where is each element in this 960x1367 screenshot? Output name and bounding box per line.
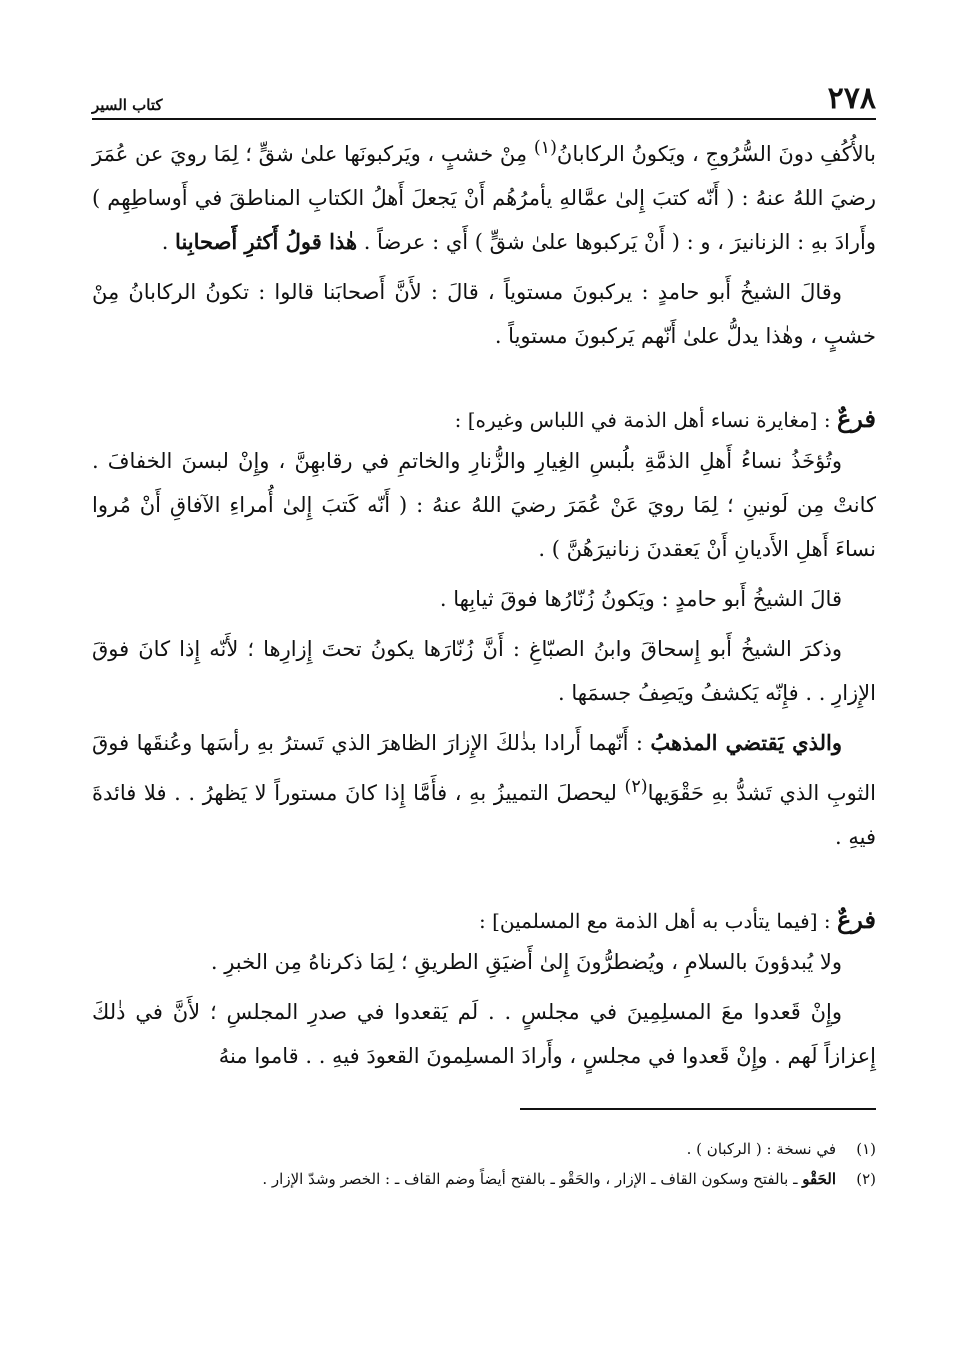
footnote-1-number: (١) bbox=[856, 1140, 876, 1158]
footnote-1-text: في نسخة : ( الركبان ) . bbox=[686, 1140, 836, 1158]
paragraph-7: ولا يُبدؤونَ بالسلامِ ، ويُضطرُّونَ إِلىٰ أَضيَقِ الطريقِ ؛ لِمَا ذكرناهُ مِن الخبرِ . bbox=[210, 950, 842, 974]
section-heading-2-label: فرعٌ bbox=[836, 905, 876, 934]
footnote-ref-1: (١) bbox=[533, 138, 557, 158]
paragraph-1-text: بالأُكُفِ دونَ السُّرُوجِ ، ويَكونُ الركابانُ bbox=[556, 142, 876, 166]
paragraph-1-bold: هٰذا قولُ أَكثرِ أَصحابِنا bbox=[175, 229, 358, 254]
paragraph-6 bbox=[92, 721, 876, 859]
section-heading-1 bbox=[92, 404, 876, 433]
paragraph-6-text: : أَنّهما أَرادا بذٰلكَ الإِزارَ الظاهرَ الذي تَسترُ بهِ رأسَها وعُنقَها فوقَ الثوبِ الذي تَشدُّ بهِ حَقْوَيها bbox=[92, 731, 876, 805]
section-heading-1-label: فرعٌ bbox=[836, 404, 876, 433]
footnote-2-head: الحَقْو bbox=[802, 1170, 836, 1188]
paragraph-5: وذكرَ الشيخُ أَبو إِسحاقَ وابنُ الصبّاغِ : أَنَّ زُنّارَها يكونُ تحتَ إِزارِها ؛ لأَنّه إِذا كانَ فوقَ الإِزارِ . . فإِنّه يَكشفُ ويَصِفُ جسمَها . bbox=[92, 637, 876, 705]
footnote-2-text: ـ بالفتح وسكون القاف ـ الإزار ، والحَقْو ـ بالفتح أيضاً وضم القاف ـ : الخصر وشدّ الإزار . bbox=[262, 1170, 803, 1188]
document-page bbox=[92, 78, 876, 1194]
paragraph-4: قالَ الشيخُ أَبو حامدٍ : ويَكونُ زُنّارُها فوقَ ثيابِها . bbox=[439, 587, 842, 611]
paragraph-6-end: ليحصلَ التمييزُ بهِ ، فأَمَّا إِذا كانَ مستوراً لا يَظهرُ . . فلا فائدةَ فيهِ . bbox=[92, 781, 876, 849]
footnote-separator bbox=[520, 1108, 876, 1110]
footnote-ref-2: (٢) bbox=[624, 777, 648, 797]
footnotes bbox=[92, 1134, 876, 1194]
page-body bbox=[92, 126, 876, 1078]
footnote-2 bbox=[92, 1164, 876, 1194]
footnote-2-body bbox=[92, 1164, 836, 1194]
section-heading-2 bbox=[92, 905, 876, 934]
paragraph-3: وتُؤخَذُ نساءُ أَهلِ الذمَّةِ بلُبسِ الغِيارِ والزُّنارِ والخاتمِ في رقابهِنَّ ، وإِنْ لبسنَ الخفافَ . كانتْ مِن لَونينِ ؛ لِمَا رويَ عَنْ عُمَرَ رضيَ اللهُ عنهُ : ( أَنّه كَتبَ إِلىٰ أُمراءِ الآفاقِ أَنْ مُروا نساءَ أَهلِ الأَديانِ أَنْ يَعقدنَ زنانيرَهُنَّ ) . bbox=[92, 449, 876, 561]
paragraph-1-end: . bbox=[161, 230, 176, 254]
paragraph-6-bold: والذي يَقتضي المذهبُ bbox=[650, 730, 842, 755]
page-header bbox=[92, 78, 876, 120]
running-title: كتاب السير bbox=[92, 96, 163, 114]
section-heading-2-title: : [فيما يتأدب به أهل الذمة مع المسلمين] : bbox=[478, 909, 837, 933]
section-heading-1-title: : [مغايرة نساء أهل الذمة في اللباس وغيره] : bbox=[454, 408, 837, 432]
paragraph-2: وقالَ الشيخُ أَبو حامدٍ : يركبونَ مستوياً ، قالَ : لأَنَّ أَصحابَنا قالوا : تكونُ الركابانُ مِنْ خشبٍ ، وهٰذا يدلُّ علىٰ أَنّهم يَركبونَ مستوياً . bbox=[92, 280, 876, 348]
paragraph-1 bbox=[92, 126, 876, 264]
footnote-2-number: (٢) bbox=[856, 1170, 876, 1188]
page-number: ٢٧٨ bbox=[827, 81, 876, 116]
paragraph-8: وإِنْ قَعدوا معَ المسلِمِينَ في مجلسٍ . . لَم يَقعدوا في صدرِ المجلسِ ؛ لأَنَّ في ذٰلكَ إِعزازاً لَهم . وإِنْ قَعدوا في مجلسٍ ، وأَرادَ المسلِمونَ القعودَ فيهِ . . قاموا منهُ bbox=[92, 1000, 876, 1068]
footnote-1 bbox=[92, 1134, 876, 1164]
paragraph-1-text-cont: مِنْ خشبٍ ، ويَركبونَها علىٰ شقٍّ ؛ لِمَا رويَ عن عُمَرَ رضيَ اللهُ عنهُ : ( أَنّه كتبَ إِلىٰ عمَّالهِ يأمرُهُم أَنْ يَجعلَ أَهلُ الكتابِ المناطقَ في أَوساطِهِم ) وأَرادَ بهِ : الزنانيرَ ، و : ( أَنْ يَركبوها علىٰ شقٍّ ) أَي : عرضاً . bbox=[92, 142, 876, 254]
